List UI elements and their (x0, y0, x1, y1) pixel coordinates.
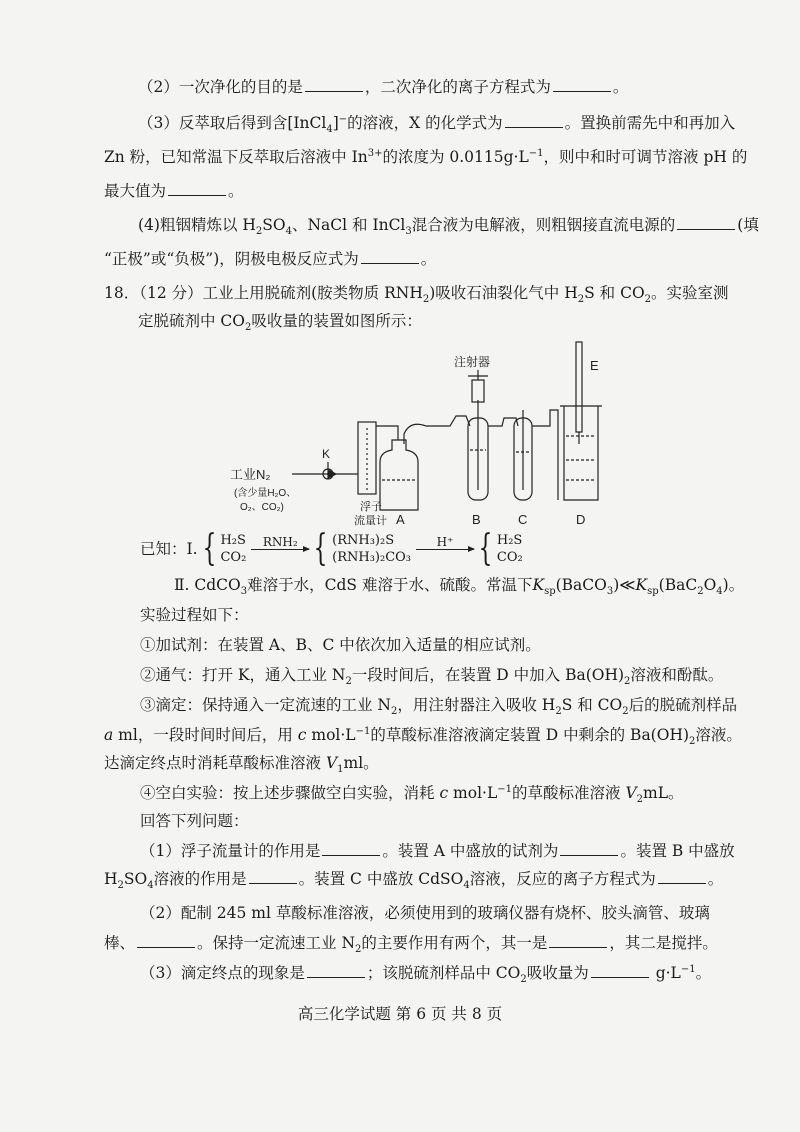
label-d: D (576, 512, 586, 527)
answer-2-line1: （2）配制 245 ml 草酸标准溶液，必须使用到的玻璃仪器有烧杯、胶头滴管、玻璃 (140, 904, 710, 922)
answer-blank[interactable] (249, 869, 297, 884)
answer-blank[interactable] (322, 841, 380, 856)
n2-note-2: O₂、CO₂) (240, 502, 284, 513)
answer-blank[interactable] (137, 933, 195, 948)
brace: { (478, 528, 493, 569)
answer-blank[interactable] (305, 77, 363, 92)
process-title: 实验过程如下： (140, 606, 249, 624)
answer-3: （3）滴定终点的现象是 ；该脱硫剂样品中 $CO_2$吸收量为 $g\cdot L^{-1}$。 (140, 963, 712, 986)
answer-blank[interactable] (553, 77, 611, 92)
answer-blank[interactable] (560, 841, 618, 856)
answer-blank[interactable] (658, 869, 706, 884)
answer-blank[interactable] (361, 249, 419, 264)
brace: { (313, 528, 328, 569)
q18-intro-line2: 定脱硫剂中 $CO_2$吸收量的装置如图所示： (138, 312, 422, 334)
label-a: A (396, 512, 405, 527)
q17-part4-line2: “正极”或“负极”)，阴极电极反应式为 。 (104, 250, 437, 268)
syringe-label: 注射器 (454, 355, 491, 369)
tube (376, 426, 398, 440)
label-e: E (590, 358, 599, 373)
q17-part3-line1: （3）反萃取后得到含[InCl$_4$]−的溶液，X 的化学式为 。置换前需先中和再加入 (138, 113, 736, 136)
syringe-barrel[interactable] (472, 380, 484, 402)
step-2: ②通气：打开 K，通入工业 $N_2$一段时间后，在装置 D 中加入 $Ba(OH)_2$溶液和酚酞。 (140, 666, 724, 688)
label-c: C (518, 512, 528, 527)
q17-part2: （2）一次净化的目的是 ，二次净化的离子方程式为 。 (138, 78, 629, 96)
step-3-line1: ③滴定：保持通入一定流速的工业 $N_2$，用注射器注入吸收 $H_2S$ 和 $CO_2$后的脱硫剂样品 (140, 696, 738, 718)
bottle-a (380, 440, 418, 510)
tube (404, 416, 470, 444)
answer-1-line2: $H_2SO_4$溶液的作用是 。装置 C 中盛放 CdSO$_4$溶液，反应的离子方程式为 。 (104, 870, 724, 892)
q17-part3-line2: Zn 粉，已知常温下反萃取后溶液中 $In^{3+}$的浓度为 $0.0115g\cdot L^{-1}$，则中和时可调节溶液 pH 的 (104, 147, 748, 166)
n2-note-1: (含少量H₂O、 (234, 488, 297, 499)
answer-blank[interactable] (168, 181, 226, 196)
step-1: ①加试剂：在装置 A、B、C 中依次加入适量的相应试剂。 (140, 636, 541, 654)
n2-label: 工业N₂ (230, 467, 271, 482)
apparatus-diagram (220, 340, 620, 530)
cylinder-d (564, 406, 598, 500)
step-3-line2: a ml，一段时间时间后，用 c $mol\cdot L^{-1}$的草酸标准溶液滴定装置 D 中剩余的 $Ba(OH)_2$溶液。 (104, 725, 742, 748)
step-3-line3: 达滴定终点时消耗草酸标准溶液 $V_1ml$。 (104, 754, 379, 776)
tube (532, 410, 558, 500)
answer-blank[interactable] (549, 933, 607, 948)
burette-e (576, 342, 582, 432)
answer-title: 回答下列问题： (140, 812, 249, 830)
answer-blank[interactable] (307, 963, 365, 978)
valve-k-label: K (322, 447, 331, 461)
flowmeter-label-1: 浮子 (360, 501, 382, 513)
answer-1-line1: （1）浮子流量计的作用是 。装置 A 中盛放的试剂为 。装置 B 中盛放 (140, 842, 735, 860)
known-ii: Ⅱ. CdCO$_3$难溶于水，CdS 难溶于水、硫酸。常温下$K_{sp}(BaCO_3)≪K_{sp}(BaC_2O_4)$。 (174, 576, 745, 598)
label-b: B (472, 512, 481, 527)
reaction-arrow (251, 549, 309, 550)
answer-2-line2: 棒、 。保持一定流速工业 $N_2$的主要作用有两个，其一是 ，其二是搅拌。 (104, 934, 718, 956)
q17-part3-line3: 最大值为 。 (104, 182, 244, 200)
page-footer: 高三化学试题 第 6 页 共 8 页 (297, 1005, 503, 1023)
answer-blank[interactable] (591, 963, 649, 978)
step-4: ④空白实验：按上述步骤做空白实验，消耗 c $mol\cdot L^{-1}$的草酸标准溶液 $V_2mL$。 (140, 783, 684, 806)
brace: { (202, 528, 216, 569)
reaction-arrow (416, 549, 474, 550)
answer-blank[interactable] (505, 113, 563, 128)
answer-blank[interactable] (677, 215, 735, 230)
flowmeter-label-2: 流量计 (354, 515, 387, 527)
known-i: 已知：Ⅰ. { H₂S CO₂ RNH₂ { (RNH₃)₂S (RNH₃)₂CO₃ H⁺ { H₂S CO₂ (140, 528, 523, 569)
q17-part4-line1: (4)粗铟精炼以 $H_2SO_4$、NaCl 和 InCl$_3$混合液为电解液，则粗铟接直流电源的 (填 (138, 216, 759, 238)
q18-intro-line1: 18．（12 分）工业上用脱硫剂(胺类物质 $RNH_2$)吸收石油裂化气中 $H_2S$ 和 $CO_2$。实验室测 (104, 284, 729, 306)
